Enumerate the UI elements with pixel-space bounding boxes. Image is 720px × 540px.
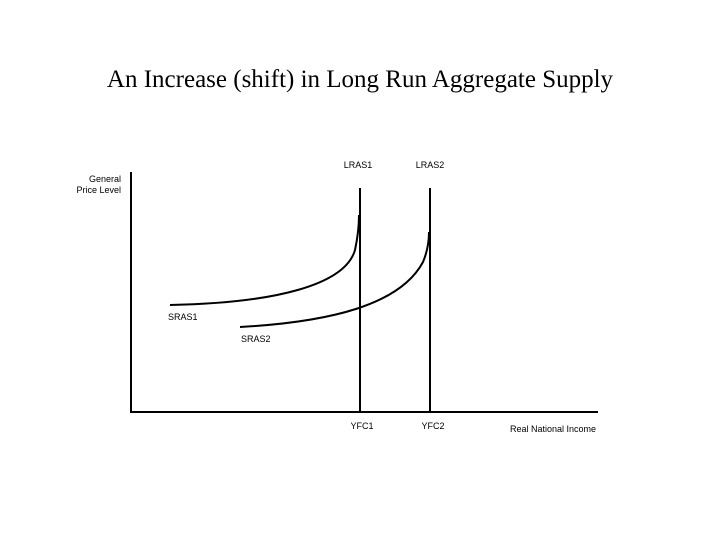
sras2-curve [240,232,429,327]
sras2-label: SRAS2 [241,334,271,344]
x-axis-label: Real National Income [509,424,597,434]
y-axis-label-line2: Price Level [76,185,121,195]
lras2-label: LRAS2 [415,160,445,170]
slide-title: An Increase (shift) in Long Run Aggregate Supply [106,66,614,93]
yfc1-label: YFC1 [350,421,374,431]
sras1-curve [170,215,359,305]
sras1-label: SRAS1 [168,312,198,322]
yfc2-label: YFC2 [421,421,445,431]
lras1-label: LRAS1 [343,160,373,170]
y-axis-label-line1: General [88,174,121,184]
